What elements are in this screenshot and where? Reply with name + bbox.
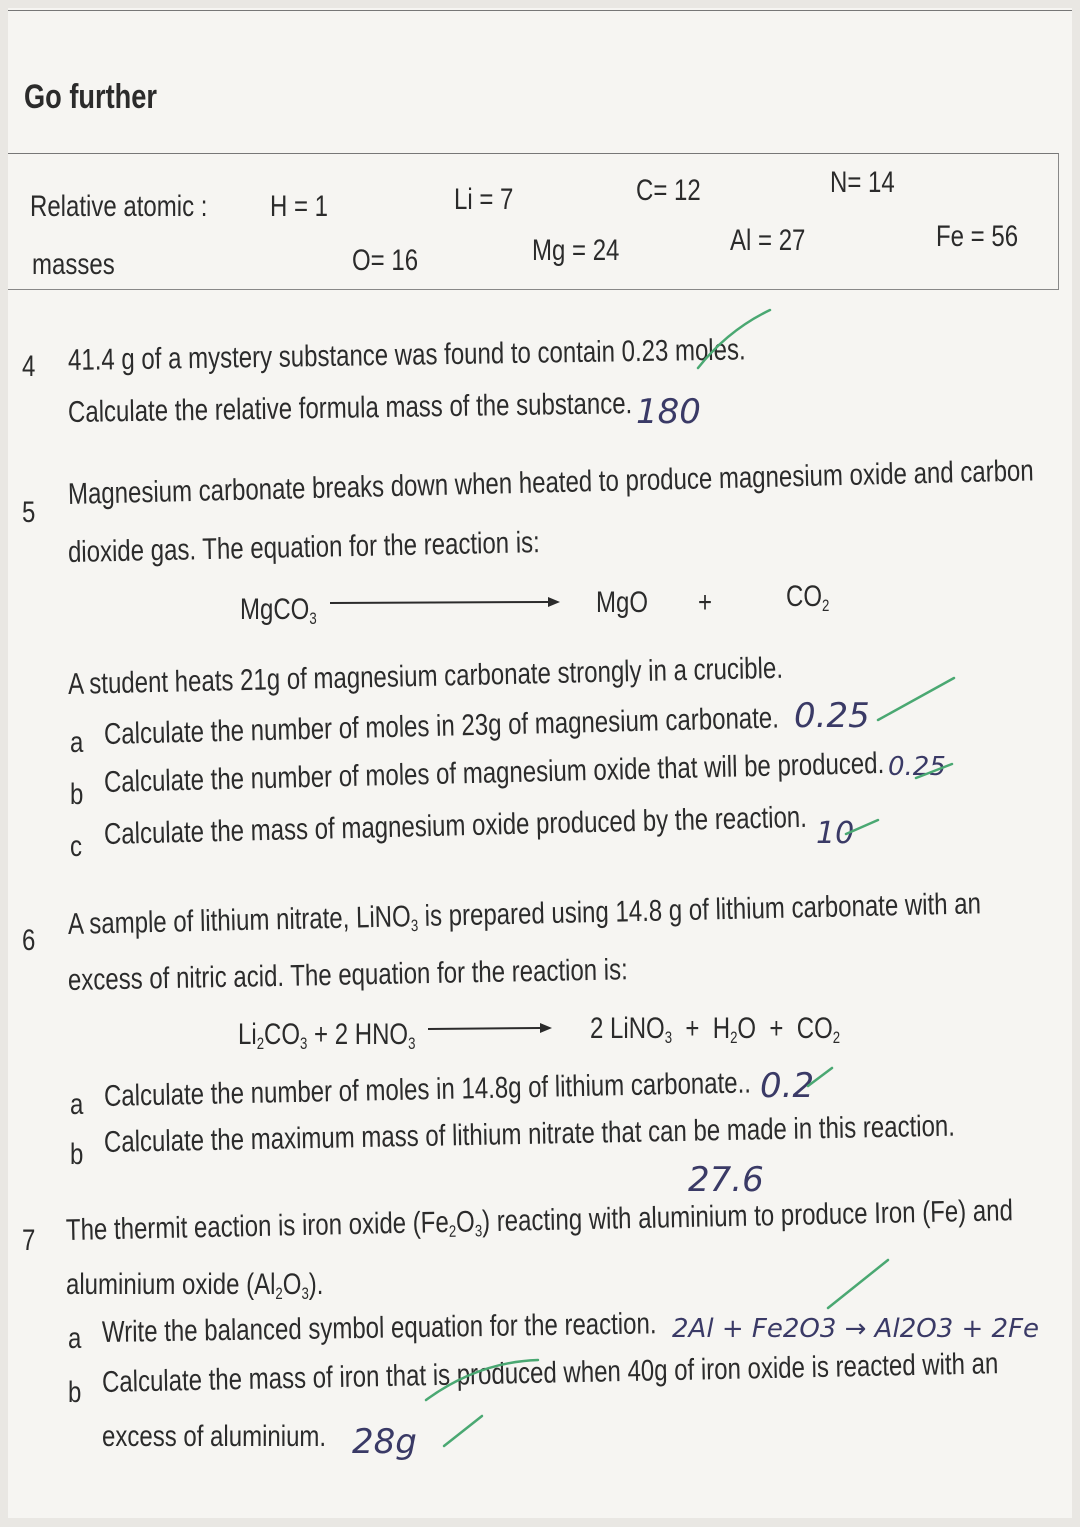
- q6a-answer: 0.2: [760, 1066, 815, 1106]
- marks-overlay: [8, 8, 1072, 1518]
- ram-magnesium: Mg = 24: [532, 234, 620, 267]
- q4-answer: 180: [636, 392, 701, 432]
- q7-number: 7: [22, 1224, 36, 1257]
- q7b-text: Calculate the mass of iron that is produced when 40g of iron oxide is reacted with an: [101, 1347, 999, 1399]
- q6-rhs: 2 LiNO$_3$ + $H_2O + CO_2$: [590, 1012, 841, 1047]
- q5-line2: dioxide gas. The equation for the reaction is:: [67, 526, 541, 569]
- q5-reactant: MgCO$_3$: [240, 593, 317, 628]
- tick-mark: [444, 1416, 482, 1446]
- ram-lithium: Li = 7: [454, 183, 514, 216]
- q5a-text: Calculate the number of moles in 23g of magnesium carbonate.: [103, 701, 780, 751]
- q7a-letter: a: [68, 1322, 82, 1355]
- q5-product1: MgO: [596, 586, 649, 619]
- q6a-text: Calculate the number of moles in 14.8g of lithium carbonate..: [103, 1066, 752, 1113]
- q6-line2: excess of nitric acid. The equation for the reaction is:: [67, 953, 629, 997]
- q5-number: 5: [22, 496, 36, 529]
- q6b-answer: 27.6: [688, 1160, 764, 1200]
- q5b-letter: b: [70, 778, 84, 811]
- q7a-text: Write the balanced symbol equation for the reaction.: [101, 1307, 657, 1349]
- ram-iron: Fe = 56: [936, 220, 1019, 253]
- ram-aluminium: Al = 27: [730, 224, 806, 257]
- tick-mark: [698, 310, 770, 368]
- ram-hydrogen: H = 1: [270, 190, 329, 223]
- q6-number: 6: [22, 924, 36, 957]
- ram-label-line2: masses: [32, 248, 115, 281]
- q5a-answer: 0.25: [794, 696, 870, 736]
- q6-line1: A sample of lithium nitrate, LiNO$_3$ is prepared using 14.8 g of lithium carbonate with an: [67, 887, 982, 941]
- q5c-text: Calculate the mass of magnesium oxide produced by the reaction.: [103, 800, 808, 851]
- q5-reaction-arrow: [330, 597, 560, 607]
- q5c-answer: 10: [816, 816, 855, 851]
- q4-line2: Calculate the relative formula mass of the substance.: [67, 387, 633, 429]
- q6-lhs: $Li_2CO_3 + 2$ $HNO_3$: [238, 1018, 416, 1053]
- q5b-text: Calculate the number of moles of magnesium oxide that will be produced.: [103, 746, 885, 799]
- q5a-letter: a: [70, 726, 84, 759]
- q5-intro: A student heats 21g of magnesium carbonate strongly in a crucible.: [67, 651, 784, 701]
- ram-oxygen: O= 16: [352, 244, 419, 277]
- q7-line2: aluminium oxide $(Al_2O_3)$.: [66, 1268, 324, 1303]
- ram-label-line1: Relative atomic :: [30, 190, 208, 223]
- tick-mark: [916, 764, 952, 778]
- q4-line1: 41.4 g of a mystery substance was found to contain 0.23 moles.: [67, 333, 746, 377]
- q6b-text: Calculate the maximum mass of lithium nitrate that can be made in this reaction.: [103, 1109, 956, 1159]
- q7a-answer: 2Al + Fe2O3 → Al2O3 + 2Fe: [672, 1314, 1040, 1344]
- q7-line1: The thermit eaction is iron oxide $(Fe_2O_3)$ reacting with aluminium to produce Iron (Fe) and: [65, 1194, 1014, 1247]
- q7b-letter: b: [68, 1376, 82, 1409]
- q6-reaction-arrow: [428, 1023, 552, 1033]
- worksheet-page: [8, 8, 1072, 1518]
- q6b-letter: b: [70, 1138, 84, 1171]
- tick-mark: [828, 1260, 888, 1308]
- q5-plus: +: [698, 586, 713, 619]
- tick-mark: [426, 1360, 538, 1400]
- q7b-text-continued: excess of aluminium.: [102, 1420, 327, 1453]
- tick-mark: [878, 678, 954, 720]
- tick-mark: [846, 820, 878, 834]
- q5c-letter: c: [70, 830, 82, 863]
- q5b-answer: 0.25: [888, 752, 946, 782]
- q5-product2: $CO_2$: [786, 580, 830, 615]
- q7b-answer: 28g: [352, 1422, 417, 1462]
- q4-number: 4: [22, 350, 36, 383]
- q5-line1: Magnesium carbonate breaks down when heated to produce magnesium oxide and carbon: [67, 454, 1035, 511]
- tick-mark: [808, 1068, 832, 1086]
- heading: Go further: [24, 78, 157, 116]
- ram-carbon: C= 12: [636, 174, 701, 207]
- ram-nitrogen: N= 14: [830, 166, 895, 199]
- q6a-letter: a: [70, 1088, 84, 1121]
